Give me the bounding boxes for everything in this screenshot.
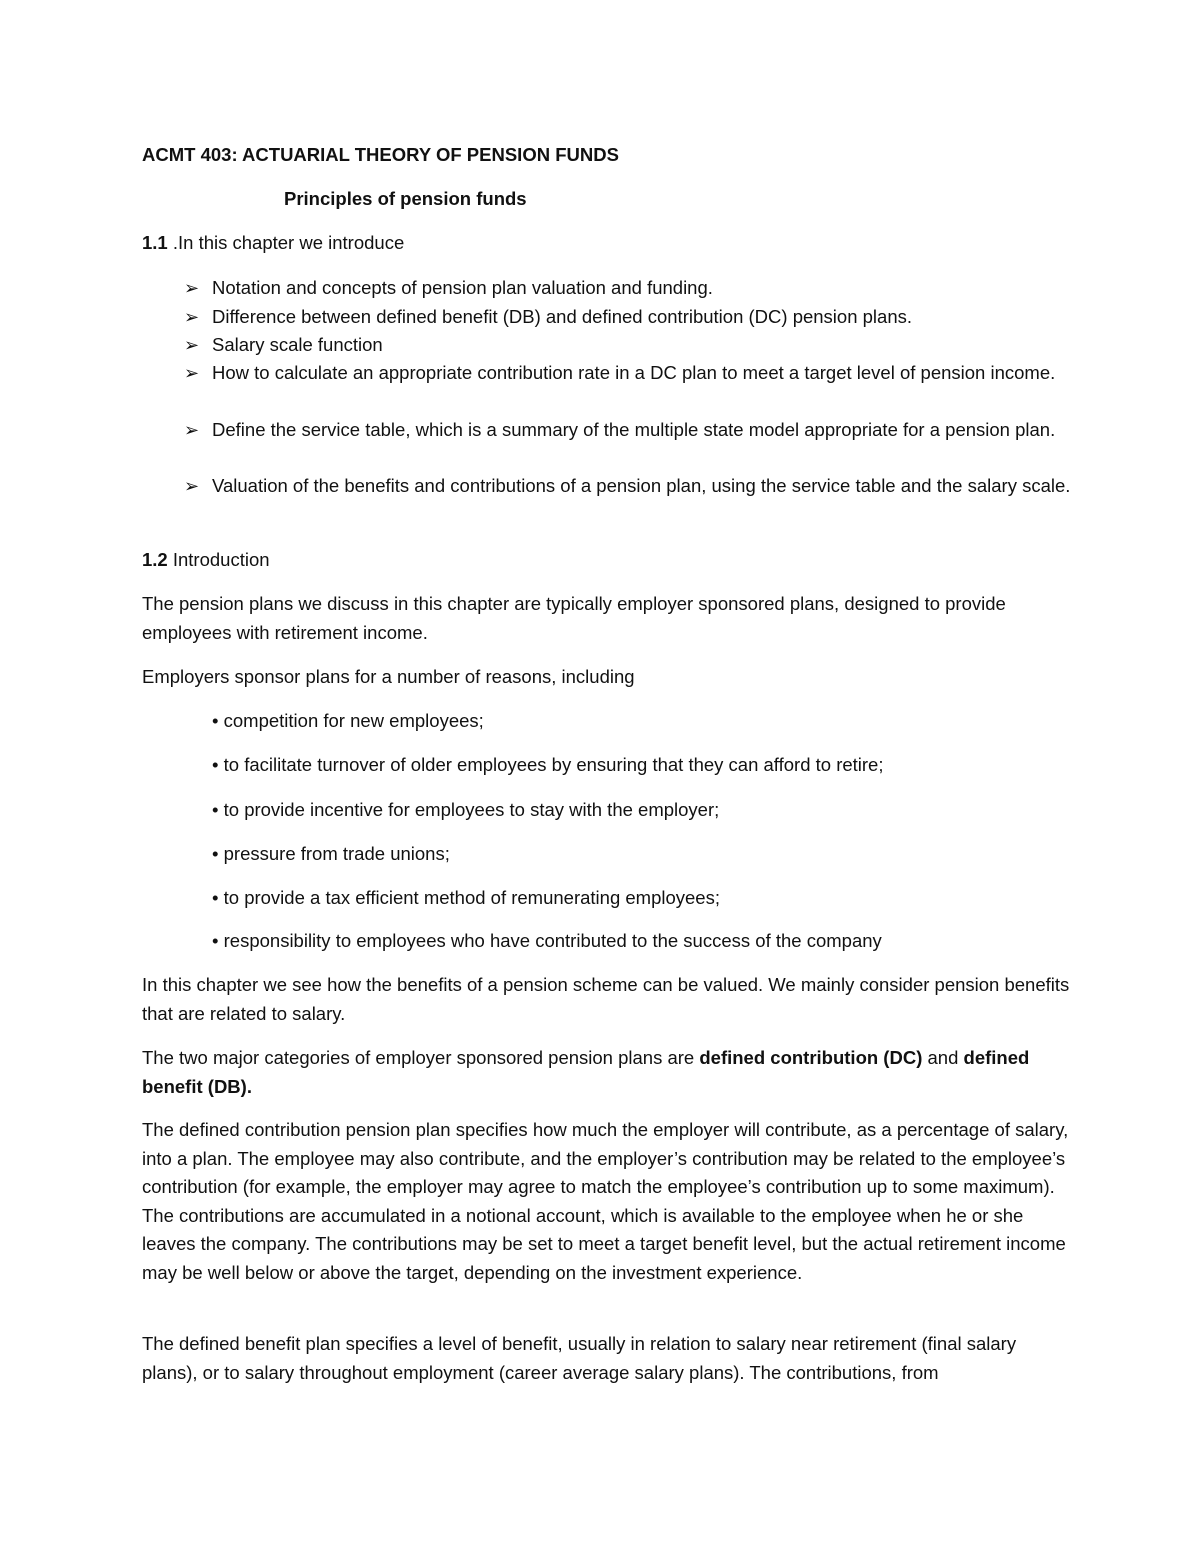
- section-number: 1.1: [142, 232, 168, 253]
- paragraph: The defined benefit plan specifies a level of benefit, usually in relation to salary near retirement (final salary plans), or to salary throughout employment (career average salary plans). The contributions, from: [142, 1333, 1017, 1383]
- list-item: [212, 707, 1072, 736]
- list-item-text: to facilitate turnover of older employees by ensuring that they can afford to retire;: [223, 754, 884, 775]
- section-heading-1-1: [142, 229, 1072, 258]
- arrow-bullet-icon: ➢: [184, 335, 200, 355]
- paragraph-text: The two major categories of employer sponsored pension plans are: [142, 1047, 700, 1068]
- list-item-text: to provide incentive for employees to stay with the employer;: [223, 799, 720, 820]
- paragraph: The pension plans we discuss in this chapter are typically employer sponsored plans, designed to provide employees with retirement income.: [142, 593, 1006, 643]
- bullet-icon: •: [212, 930, 219, 951]
- paragraph-text: and: [922, 1047, 964, 1068]
- list-item: Notation and concepts of pension plan valuation and funding.: [212, 277, 713, 298]
- paragraph: Employers sponsor plans for a number of reasons, including: [142, 666, 635, 687]
- list-item: [212, 884, 1072, 913]
- section-text: .In this chapter we introduce: [167, 232, 405, 253]
- arrow-bullet-icon: ➢: [184, 476, 200, 496]
- document-title: ACMT 403: ACTUARIAL THEORY OF PENSION FUNDS: [142, 144, 619, 165]
- list-item: Salary scale function: [212, 334, 383, 355]
- arrow-bullet-icon: ➢: [184, 363, 200, 383]
- bullet-icon: •: [212, 754, 219, 775]
- bullet-icon: •: [212, 887, 219, 908]
- bullet-icon: •: [212, 843, 219, 864]
- list-item: Valuation of the benefits and contributions of a pension plan, using the service table and the salary scale.: [212, 475, 1071, 496]
- arrow-bullet-icon: ➢: [184, 420, 200, 440]
- list-item-text: responsibility to employees who have contributed to the success of the company: [223, 930, 882, 951]
- list-item-text: pressure from trade unions;: [223, 843, 450, 864]
- list-item-text: competition for new employees;: [223, 710, 484, 731]
- list-item: Difference between defined benefit (DB) and defined contribution (DC) pension plans.: [212, 306, 913, 327]
- section-number: 1.2: [142, 549, 168, 570]
- arrow-bullet-icon: ➢: [184, 278, 200, 298]
- list-item: [212, 751, 1072, 780]
- list-item: [212, 840, 1072, 869]
- document-subtitle: Principles of pension funds: [284, 188, 527, 209]
- arrow-bullet-icon: ➢: [184, 307, 200, 327]
- list-item: [212, 927, 1072, 956]
- list-item-text: to provide a tax efficient method of remunerating employees;: [223, 887, 720, 908]
- paragraph: In this chapter we see how the benefits of a pension scheme can be valued. We mainly consider pension benefits that are related to salary.: [142, 974, 1070, 1024]
- paragraph: The defined contribution pension plan specifies how much the employer will contribute, as a percentage of salary, into a plan. The employee may also contribute, and the employer’s contribution may be related to the employee’s contribution (for example, the employer may agree to match the employee’s contribution up to some maximum). The contributions are accumulated in a notional account, which is available to the employee when he or she leaves the company. The contributions may be set to meet a target benefit level, but the actual retirement income may be well below or above the target, depending on the investment experience.: [142, 1119, 1069, 1283]
- list-item: [212, 796, 1072, 825]
- bullet-icon: •: [212, 710, 219, 731]
- section-text: Introduction: [167, 549, 270, 570]
- section-heading-1-2: [142, 546, 1072, 575]
- bold-term: defined benefit (DB).: [142, 1047, 1030, 1097]
- paragraph: [142, 1044, 1072, 1101]
- bullet-icon: •: [212, 799, 219, 820]
- list-item: Define the service table, which is a summary of the multiple state model appropriate for a pension plan.: [212, 419, 1056, 440]
- list-item: How to calculate an appropriate contribution rate in a DC plan to meet a target level of pension income.: [212, 362, 1056, 383]
- bold-term: defined contribution (DC): [699, 1047, 923, 1068]
